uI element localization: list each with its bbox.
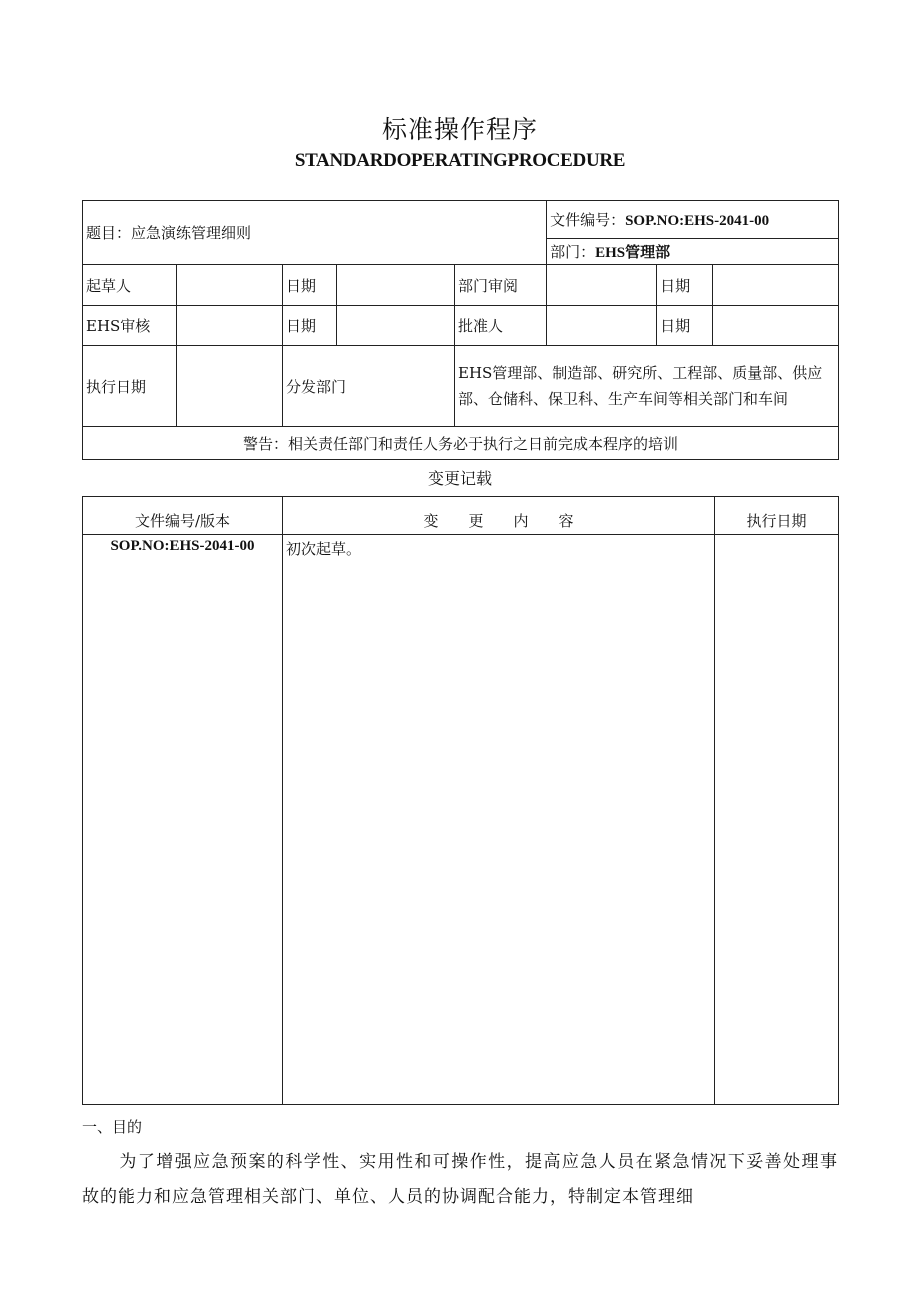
page-title: 标准操作程序	[381, 115, 538, 144]
table-row	[83, 535, 839, 1105]
approver-label: 批准人	[455, 306, 547, 346]
drafter-label: 起草人	[83, 265, 177, 306]
section-heading: 一、目的	[82, 1118, 143, 1136]
dept-review-label: 部门审阅	[455, 265, 547, 306]
section-paragraph: 为了增强应急预案的科学性、实用性和可操作性，提高应急人员在紧急情况下妥善处理事故的能力和应急管理相关部门、单位、人员的协调配合能力，特制定本管理细	[82, 1152, 838, 1207]
approve-date-value	[713, 306, 839, 346]
dept-review-value	[547, 265, 657, 306]
approver-value	[547, 306, 657, 346]
department-cell	[547, 239, 839, 265]
col-header-exec-date: 执行日期	[715, 497, 839, 535]
department-label: 部门：	[550, 243, 596, 261]
change-record-title: 变更记载	[427, 469, 492, 488]
doc-number-value: SOP.NO:EHS-2041-00	[625, 213, 770, 229]
ehs-date-value	[337, 306, 455, 346]
approve-date-label: 日期	[657, 306, 713, 346]
change-exec-date	[715, 535, 839, 1105]
draft-date-label: 日期	[283, 265, 337, 306]
training-warning: 警告：相关责任部门和责任人务必于执行之日前完成本程序的培训	[83, 427, 839, 460]
draft-date-value	[337, 265, 455, 306]
ehs-review-label: EHS审核	[83, 306, 177, 346]
distribution-label: 分发部门	[283, 346, 455, 427]
doc-number-label: 文件编号：	[550, 211, 626, 229]
document-info-table	[82, 200, 839, 460]
page-subtitle: STANDARDOPERATINGPROCEDURE	[294, 150, 626, 171]
department-value: EHS管理部	[595, 245, 671, 261]
subject-cell: 题目：应急演练管理细则	[83, 201, 547, 265]
change-record-table	[82, 496, 839, 1105]
col-header-change-content: 变 更 内 容	[283, 497, 715, 535]
doc-number-cell	[547, 201, 839, 239]
drafter-value	[177, 265, 283, 306]
distribution-value: EHS管理部、制造部、研究所、工程部、质量部、供应部、仓储科、保卫科、生产车间等相关部门和车间	[455, 346, 839, 427]
review-date-label: 日期	[657, 265, 713, 306]
change-doc-version: SOP.NO:EHS-2041-00	[83, 535, 283, 1105]
exec-date-value	[177, 346, 283, 427]
ehs-review-value	[177, 306, 283, 346]
change-content: 初次起草。	[283, 535, 715, 1105]
review-date-value	[713, 265, 839, 306]
col-header-doc-version: 文件编号/版本	[83, 497, 283, 535]
ehs-date-label: 日期	[283, 306, 337, 346]
exec-date-label: 执行日期	[83, 346, 177, 427]
